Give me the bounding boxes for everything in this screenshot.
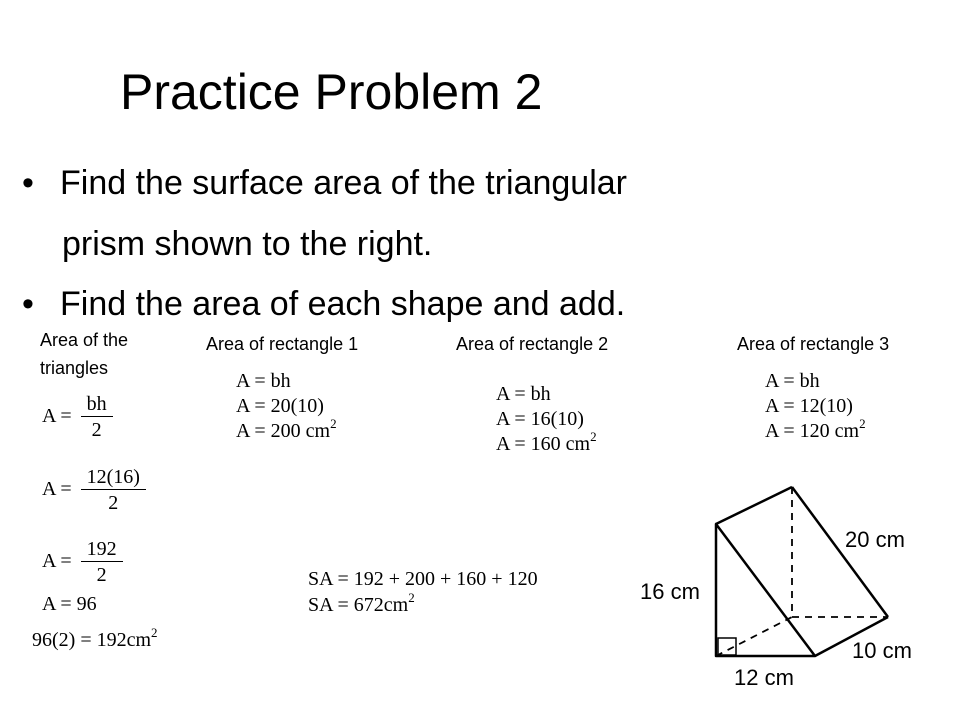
- label-depth: 10 cm: [852, 638, 912, 663]
- prism-front-triangle: [716, 524, 815, 656]
- label-height: 16 cm: [640, 579, 700, 604]
- fraction-denominator: 2: [91, 419, 102, 441]
- triangle-eq-3-lhs: A =: [42, 550, 72, 573]
- triangle-eq-2-lhs: A =: [42, 478, 72, 501]
- total-line-2-main: SA = 672cm: [308, 594, 409, 616]
- prism-top-edge: [716, 487, 792, 524]
- rect1-line-3-main: A = 200 cm: [236, 420, 331, 442]
- bullet-marker-2: •: [22, 285, 34, 323]
- bullet-2-text: Find the area of each shape and add.: [60, 285, 626, 323]
- triangle-eq-1-lhs: A =: [42, 405, 72, 428]
- triangle-eq-5-main: 96(2) = 192cm: [32, 629, 152, 651]
- exponent: 2: [151, 625, 158, 640]
- exponent: 2: [590, 429, 597, 444]
- bullet-1-line-1: Find the surface area of the triangular: [60, 164, 627, 202]
- triangles-header-line-2: triangles: [40, 358, 109, 378]
- rect3-line-3-main: A = 120 cm: [765, 420, 860, 442]
- rect1-line-2: A = 20(10): [236, 395, 324, 417]
- fraction-denominator: 2: [96, 564, 107, 586]
- fraction-denominator: 2: [108, 492, 119, 514]
- prism-hidden-depth-edge: [716, 617, 792, 656]
- total-line-1: SA = 192 + 200 + 160 + 120: [308, 568, 538, 590]
- rect3-line-1: A = bh: [765, 370, 820, 392]
- rect2-header: Area of rectangle 2: [456, 334, 609, 354]
- bullet-marker-1: •: [22, 164, 34, 202]
- prism-back-hypotenuse: [792, 487, 888, 617]
- exponent: 2: [330, 416, 337, 431]
- page-title: Practice Problem 2: [120, 64, 543, 120]
- triangle-eq-4: A = 96: [42, 593, 97, 615]
- fraction-numerator: 192: [81, 537, 123, 562]
- label-base: 12 cm: [734, 665, 794, 690]
- fraction-numerator: 12(16): [81, 465, 146, 490]
- rect2-line-3-main: A = 160 cm: [496, 433, 591, 455]
- rect3-header: Area of rectangle 3: [737, 334, 890, 354]
- rect1-line-1: A = bh: [236, 370, 291, 392]
- rect2-line-1: A = bh: [496, 383, 551, 405]
- rect2-line-2: A = 16(10): [496, 408, 584, 430]
- bullet-1-line-2: prism shown to the right.: [62, 225, 433, 263]
- exponent: 2: [859, 416, 866, 431]
- triangles-header-line-1: Area of the: [40, 330, 129, 350]
- rect3-line-2: A = 12(10): [765, 395, 853, 417]
- fraction-numerator: bh: [81, 392, 113, 417]
- exponent: 2: [408, 590, 415, 605]
- rect1-header: Area of rectangle 1: [206, 334, 359, 354]
- label-hypotenuse: 20 cm: [845, 527, 905, 552]
